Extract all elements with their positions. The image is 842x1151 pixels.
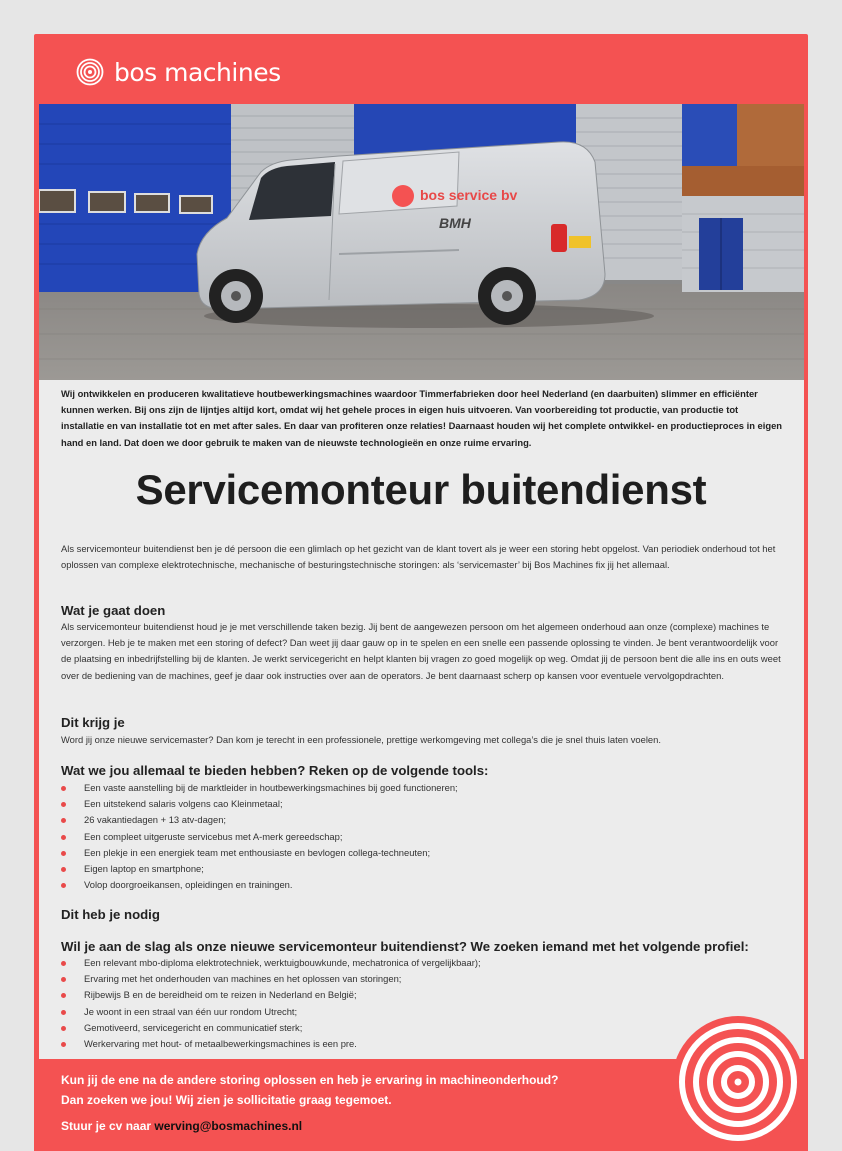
list-item: 26 vakantiedagen + 13 atv-dagen; (61, 812, 458, 828)
section-text-tasks: Als servicemonteur buitendienst houd je je met verschillende taken bezig. Jij bent de aangewezen persoon om het algemeen onderhoud aan onze (complexe) machines te verzorgen. Heb je te maken met een storing of defect? Dan weet jij daar gauw op in te spelen en een snelle een passende oplossing te vinden. Je bent verantwoordelijk voor de plaatsing en inbedrijfstelling bij de klanten. Je werkt servicegericht en helpt klanten bij vragen zo goed mogelijk op weg. Omdat jij de persoon bent die alle ins en outs weet over de bediening van de machines, geef je daar ook instructies over aan de operators. Je bent daarnaast scherp op kansen voor eventuele vervolgopdrachten. (61, 621, 781, 681)
service-van-photo (39, 104, 804, 380)
lead-paragraph: Als servicemonteur buitendienst ben je dé persoon die een glimlach op het gezicht van de klant tovert als je weer een storing hebt opgelost. Van periodiek onderhoud tot het oplossen van complexe elektrotechnische, mechanische of besturingstechnische storingen: als ‘servicemaster’ bij Bos Machines fix jij het allemaal. (61, 543, 776, 571)
brand-logo (76, 57, 281, 87)
van-logo-text: bos service bv (420, 187, 518, 203)
list-item: Een relevant mbo-diploma elektrotechniek, werktuigbouwkunde, mechatronica of vergelijkbaar); (61, 955, 481, 971)
rings-logo-icon (76, 58, 104, 86)
list-item: Ervaring met het onderhouden van machines en het oplossen van storingen; (61, 971, 481, 987)
email-link[interactable]: werving@bosmachines.nl (154, 1119, 303, 1133)
footer-cta (61, 1116, 558, 1136)
section-heading-profile: Wil je aan de slag als onze nieuwe servicemonteur buitendienst? We zoeken iemand met het volgende profiel: (61, 939, 749, 954)
list-item: Werkervaring met hout- of metaalbewerkingsmachines is een pre. (61, 1036, 481, 1052)
list-item: Een plekje in een energiek team met enthousiaste en bevlogen collega-techneuten; (61, 845, 458, 861)
cta-prefix: Stuur je cv naar (61, 1119, 155, 1133)
list-item: Een vaste aanstelling bij de marktleider in houtbewerkingsmachines bij goed functioneren; (61, 780, 458, 796)
list-item: Een compleet uitgeruste servicebus met A-merk gereedschap; (61, 829, 458, 845)
list-item: Gemotiveerd, servicegericht en communicatief sterk; (61, 1020, 481, 1036)
van-mark-text: BMH (439, 215, 471, 231)
company-intro: Wij ontwikkelen en produceren kwalitatieve houtbewerkingsmachines waardoor Timmerfabrieken door heel Nederland (en daarbuiten) slimmer en efficiënter kunnen werken. Bij ons zijn de lijntjes altijd kort, omdat wij het gehele proces in eigen huis uitvoeren. Van voorbereiding tot productie, van productie tot installatie en van installatie tot en met after sales. En daar van profiteren onze relaties! Daarnaast houden wij het complete ontwikkel- en productieproces in eigen hand en land. Dat doen we door gebruik te maken van de nieuwste technologieën en onze ruime ervaring. (61, 388, 783, 448)
section-text-benefits: Word jij onze nieuwe servicemaster? Dan kom je terecht in een professionele, prettige werkomgeving met collega’s die je snel thuis laten voelen. (61, 734, 661, 745)
footer-line-1: Kun jij de ene na de andere storing oplossen en heb je ervaring in machineonderhoud? (61, 1073, 559, 1087)
list-item: Volop doorgroeikansen, opleidingen en trainingen. (61, 877, 458, 893)
concentric-circles-icon (668, 1010, 808, 1151)
section-heading-benefits: Dit krijg je (61, 715, 125, 730)
list-item: Rijbewijs B en de bereidheid om te reizen in Nederland en België; (61, 987, 481, 1003)
footer-line-2: Dan zoeken we jou! Wij zien je sollicitatie graag tegemoet. (61, 1093, 392, 1107)
offer-list (61, 780, 458, 893)
list-item: Je woont in een straal van één uur rondom Utrecht; (61, 1004, 481, 1020)
profile-list (61, 955, 481, 1052)
list-item: Een uitstekend salaris volgens cao Kleinmetaal; (61, 796, 458, 812)
section-heading-requirements: Dit heb je nodig (61, 907, 160, 922)
job-title: Servicemonteur buitendienst (135, 466, 707, 513)
footer-callout (61, 1070, 558, 1136)
list-item: Eigen laptop en smartphone; (61, 861, 458, 877)
section-heading-tasks: Wat je gaat doen (61, 603, 166, 618)
brand-name: bos machines (114, 57, 281, 87)
section-heading-offer: Wat we jou allemaal te bieden hebben? Reken op de volgende tools: (61, 763, 489, 778)
